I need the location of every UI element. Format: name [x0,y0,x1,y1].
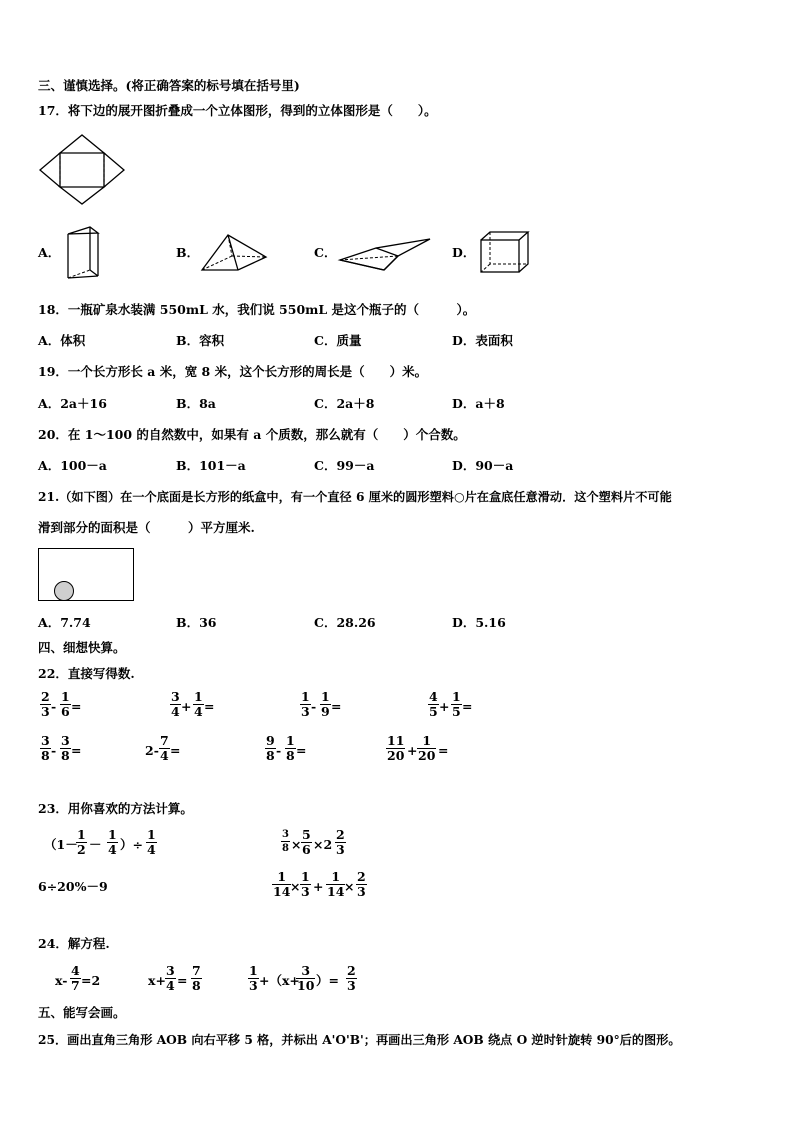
section-4-heading: 四、细想快算。 [38,640,126,655]
q23-e1-close: ）÷ [120,837,143,852]
q22-e5-equals: = [71,743,82,758]
q22-e4-equals: = [462,699,473,714]
q21-stem-line-2: 滑到部分的面积是（ ）平方厘米. [38,520,255,535]
q23-e4-fraction-2: 1 3 [301,869,310,899]
q21-option-b[interactable]: B．36 [176,615,217,630]
q23-title: 23．用你喜欢的方法计算。 [38,801,193,816]
q22-e1-fraction-a: 2 3 [41,689,50,719]
q21-option-a[interactable]: A．7.74 [38,615,91,630]
q22-e8-operator: + [407,743,418,758]
q23-e2-times-2: ×2 [313,837,333,852]
q23-e3: 6÷20%－9 [38,879,108,894]
q23-e1-minus: － [89,837,102,852]
q22-e2-equals: = [204,699,215,714]
q17-option-b[interactable]: B． [176,245,200,260]
q17-option-c-wedge [338,236,433,272]
q22-e2-fraction-a: 3 4 [171,689,180,719]
q22-e4-fraction-a: 4 5 [429,689,438,719]
q22-e5-fraction-a: 3 8 [41,733,50,763]
q20-option-c[interactable]: C．99－a [314,458,375,473]
q22-e3-equals: = [331,699,342,714]
q24-e1-fraction: 4 7 [71,963,80,993]
q19-stem: 19．一个长方形长 a 米，宽 8 米，这个长方形的周长是（ ）米。 [38,364,428,379]
q21-option-c[interactable]: C．28.26 [314,615,376,630]
q21-option-d[interactable]: D．5.16 [452,615,506,630]
q23-e4-fraction-1: 1 14 [273,869,291,899]
q22-e8-equals: = [438,743,449,758]
q24-e3-fraction-3: 2 3 [347,963,356,993]
q22-e7-equals: = [296,743,307,758]
q22-e6-equals: = [170,743,181,758]
q22-e8-fraction-b: 1 20 [418,733,436,763]
q22-e3-fraction-b: 1 9 [321,689,330,719]
q23-e2-times-1: × [291,837,302,852]
q24-e1-lead: x- [55,973,68,988]
q17-option-a[interactable]: A． [38,245,61,260]
q24-e3-fraction-2: 3 10 [297,963,315,993]
q23-e1-open: （1－ [44,837,78,852]
q23-e4-times-1: × [290,879,301,894]
q22-e1-fraction-b: 1 6 [61,689,70,719]
q19-option-b[interactable]: B．8a [176,396,216,411]
q17-stem: 17．将下边的展开图折叠成一个立体图形，得到的立体图形是（ ）。 [38,103,437,118]
q23-e4-fraction-3: 1 14 [327,869,345,899]
q23-e4-times-2: × [344,879,355,894]
q18-option-d[interactable]: D．表面积 [452,333,513,348]
q18-option-c[interactable]: C．质量 [314,333,362,348]
q24-e3-mid: +（x+ [259,973,300,988]
q21-box-figure [38,548,135,602]
q20-option-a[interactable]: A．100－a [38,458,107,473]
q23-e1-fraction-1: 1 2 [77,827,86,857]
q22-e6-lead: 2- [145,743,159,758]
q23-e2-fraction-2: 5 6 [302,827,311,857]
q24-title: 24．解方程. [38,936,110,951]
q17-option-c[interactable]: C． [314,245,337,260]
q23-e4-fraction-4: 2 3 [357,869,366,899]
q22-e1-operator: - [51,699,57,714]
q17-option-a-triangular-prism [62,222,102,282]
q24-e3-fraction-1: 1 3 [249,963,258,993]
q22-e7-operator: - [276,743,282,758]
q19-option-d[interactable]: D．a＋8 [452,396,505,411]
q22-title: 22．直接写得数. [38,666,135,681]
q24-e2-fraction-2: 7 8 [192,963,201,993]
q22-e3-fraction-a: 1 3 [301,689,310,719]
q17-option-b-pyramid [200,232,270,274]
q20-stem: 20．在 1～100 的自然数中，如果有 a 个质数，那么就有（ ）个合数。 [38,427,466,442]
q22-e7-fraction-a: 9 8 [266,733,275,763]
q24-e3-close: ）= [316,973,339,988]
q22-e5-fraction-b: 3 8 [61,733,70,763]
q24-e2-fraction-1: 3 4 [166,963,175,993]
q21-stem-line-1: 21.（如下图）在一个底面是长方形的纸盒中，有一个直径 6 厘米的圆形塑料○片在盒底任意滑动．这个塑料片不可能 [38,490,672,504]
q22-e4-operator: + [439,699,450,714]
q18-option-a[interactable]: A．体积 [38,333,86,348]
q22-e2-operator: + [181,699,192,714]
q24-e1-tail: =2 [81,973,101,988]
q17-option-d[interactable]: D． [452,245,476,260]
q22-e6-fraction: 7 4 [160,733,169,763]
q22-e5-operator: - [51,743,57,758]
q22-e4-fraction-b: 1 5 [452,689,461,719]
q18-stem: 18．一瓶矿泉水装满 550mL 水，我们说 550mL 是这个瓶子的（ ）。 [38,302,476,317]
q23-e2-fraction-3: 2 3 [336,827,345,857]
q22-e8-fraction-a: 11 20 [387,733,405,763]
q19-option-c[interactable]: C．2a＋8 [314,396,375,411]
q24-e2-lead: x+ [148,973,166,988]
q20-option-d[interactable]: D．90－a [452,458,514,473]
section-3-heading: 三、谨慎选择。(将正确答案的标号填在括号里) [38,78,300,93]
q22-e7-fraction-b: 1 8 [286,733,295,763]
q23-e1-fraction-2: 1 4 [108,827,117,857]
q19-option-a[interactable]: A．2a＋16 [38,396,107,411]
q22-e1-equals: = [71,699,82,714]
q24-e2-equals: = [177,973,188,988]
q20-option-b[interactable]: B．101－a [176,458,246,473]
q18-option-b[interactable]: B．容积 [176,333,225,348]
q17-net-figure [40,135,125,205]
section-5-heading: 五、能写会画。 [38,1005,126,1020]
q23-e1-fraction-3: 1 4 [147,827,156,857]
q22-e3-operator: - [311,699,317,714]
q22-e2-fraction-b: 1 4 [194,689,203,719]
q17-option-d-cube [478,230,530,274]
q25-stem: 25．画出直角三角形 AOB 向右平移 5 格，并标出 A'O'B'；再画出三角形 AOB 绕点 O 逆时针旋转 90°后的图形。 [38,1033,681,1047]
q23-e2-fraction-1: 3 8 [282,829,289,854]
q23-e4-plus: + [313,879,324,894]
